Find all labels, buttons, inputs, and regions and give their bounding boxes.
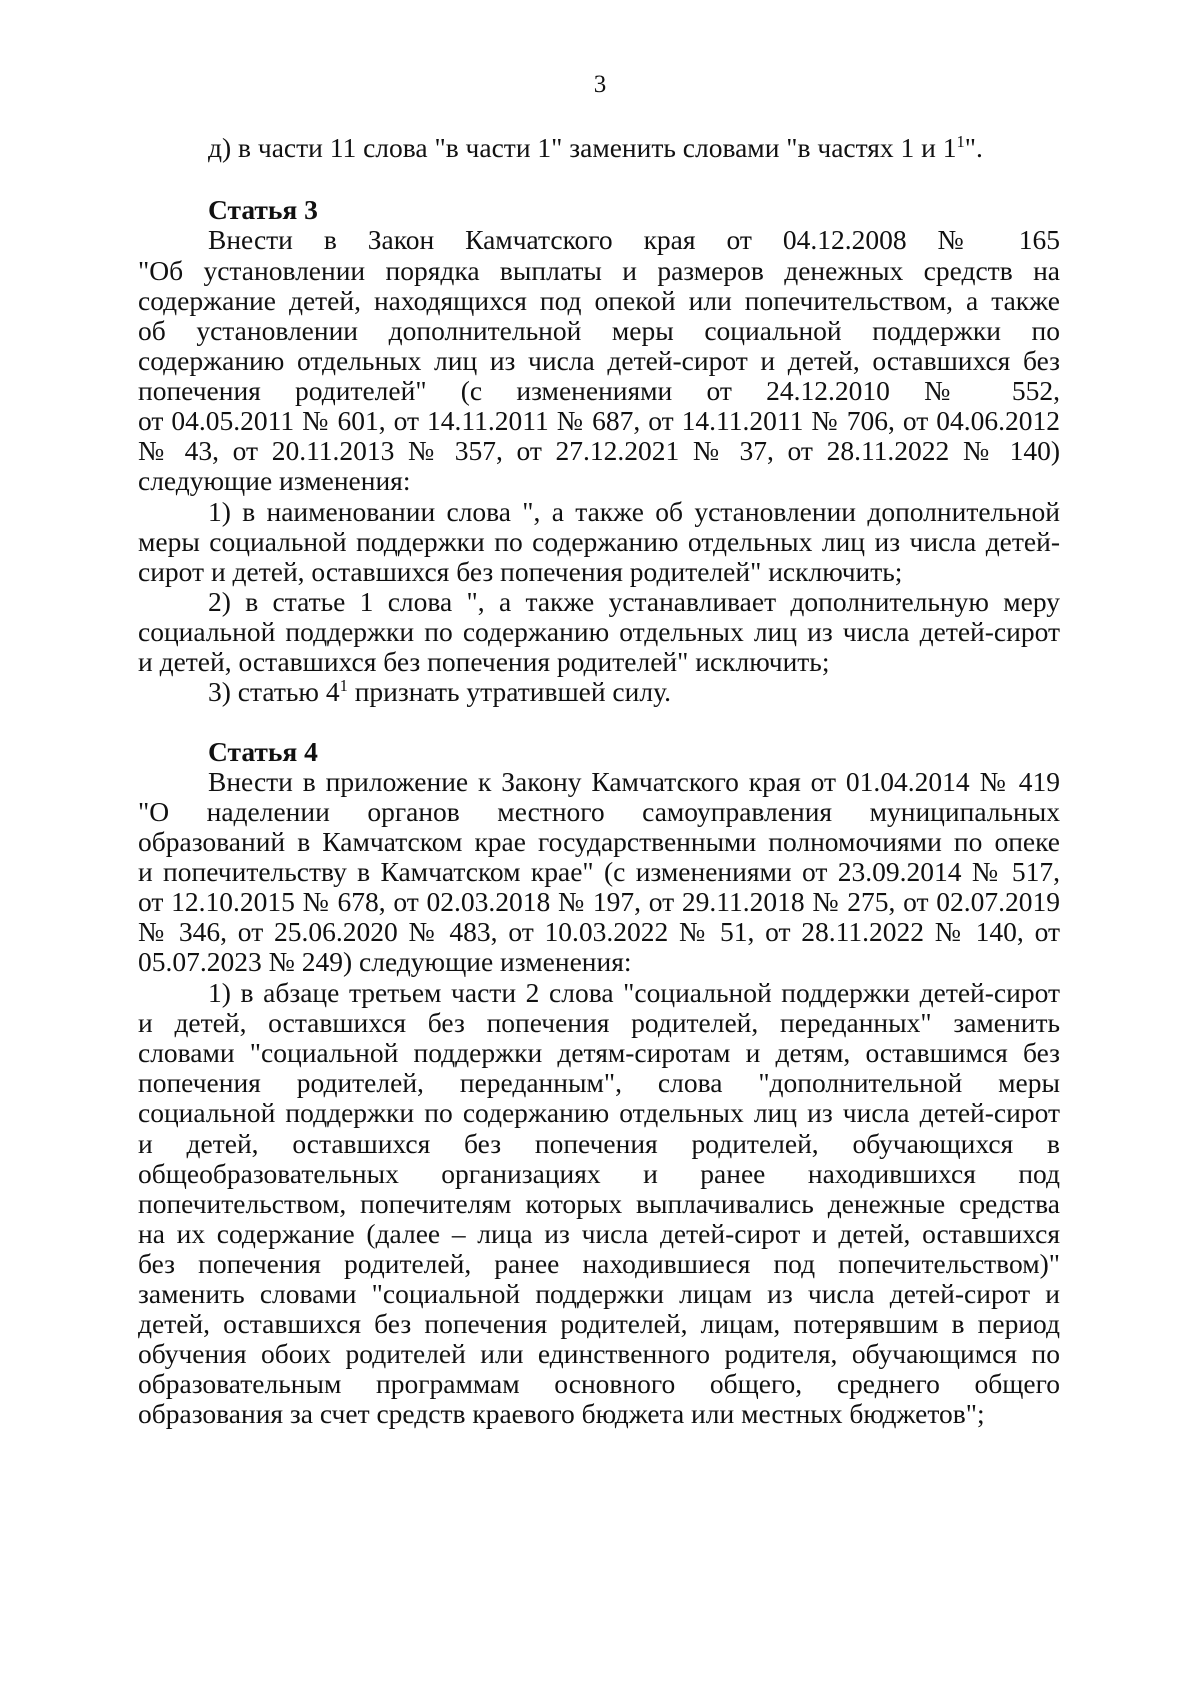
text-line: меры социальной поддержки по содержанию отдельных лиц из числа детей-	[138, 526, 1060, 557]
text-line: заменить словами "социальной поддержки лицам из числа детей-сирот и	[138, 1278, 1060, 1309]
text-line: и детей, оставшихся без попечения родителей, обучающихся в	[138, 1128, 1060, 1159]
text-line: "О наделении органов местного самоуправления муниципальных	[138, 796, 1060, 827]
text-line: образования за счет средств краевого бюджета или местных бюджетов";	[138, 1398, 985, 1429]
text-line: образовательным программам основного общего, среднего общего	[138, 1368, 1060, 1399]
text-line: социальной поддержки по содержанию отдельных лиц из числа детей-сирот	[138, 616, 1060, 647]
text-line: попечительством, попечителям которых выплачивались денежные средства	[138, 1188, 1060, 1219]
text-line: попечения родителей" (с изменениями от 24.12.2010 № 552,	[138, 375, 1060, 406]
page-number: 3	[593, 71, 607, 98]
text-line: "Об установлении порядка выплаты и размеров денежных средств на	[138, 255, 1060, 286]
text-line: № 346, от 25.06.2020 № 483, от 10.03.2022 № 51, от 28.11.2022 № 140, от	[138, 916, 1060, 947]
text-line: попечения родителей, переданным", слова "дополнительной меры	[138, 1067, 1060, 1098]
superscript: 1	[956, 131, 965, 151]
text-line: об установлении дополнительной меры социальной поддержки по	[138, 315, 1060, 346]
text-line: обучения обоих родителей или единственного родителя, обучающимся по	[138, 1338, 1060, 1369]
text-line: 1) в абзаце третьем части 2 слова "социальной поддержки детей-сирот	[208, 977, 1060, 1008]
text-line: содержанию отдельных лиц из числа детей-сирот и детей, оставшихся без	[138, 345, 1060, 376]
text-line: словами "социальной поддержки детям-сиротам и детям, оставшимся без	[138, 1037, 1060, 1068]
item-3-tail: признать утратившей силу.	[347, 676, 671, 707]
text-line: от 04.05.2011 № 601, от 14.11.2011 № 687, от 14.11.2011 № 706, от 04.06.2012	[138, 405, 1060, 436]
paragraph-d-tail: ".	[964, 132, 983, 163]
text-line: без попечения родителей, ранее находившиеся под попечительством)"	[138, 1248, 1060, 1279]
text-line: и детей, оставшихся без попечения родителей" исключить;	[138, 646, 830, 677]
text-line: 1) в наименовании слова ", а также об установлении дополнительной	[208, 496, 1060, 527]
paragraph-d	[208, 132, 1060, 164]
text-line: детей, оставшихся без попечения родителей, лицам, потерявшим в период	[138, 1308, 1060, 1339]
text-line: от 12.10.2015 № 678, от 02.03.2018 № 197, от 29.11.2018 № 275, от 02.07.2019	[138, 886, 1060, 917]
text-line: сирот и детей, оставшихся без попечения родителей" исключить;	[138, 556, 903, 587]
article-3-heading: Статья 3	[208, 194, 318, 225]
text-line: № 43, от 20.11.2013 № 357, от 27.12.2021 № 37, от 28.11.2022 № 140)	[138, 435, 1060, 466]
superscript: 1	[339, 675, 348, 695]
text-line: образований в Камчатском крае государственными полномочиями по опеке	[138, 826, 1060, 857]
text-line: 2) в статье 1 слова ", а также устанавливает дополнительную меру	[208, 586, 1060, 617]
text-line: общеобразовательных организациях и ранее находившихся под	[138, 1158, 1060, 1189]
text-line: на их содержание (далее – лица из числа детей-сирот и детей, оставшихся	[138, 1218, 1060, 1249]
article-4-heading: Статья 4	[208, 736, 318, 767]
text-line: Внести в приложение к Закону Камчатского края от 01.04.2014 № 419	[208, 766, 1060, 797]
text-line: содержание детей, находящихся под опекой или попечительством, а также	[138, 285, 1060, 316]
paragraph-d-text: д) в части 11 слова "в части 1" заменить словами "в частях 1 и 1	[208, 132, 957, 163]
text-line: 05.07.2023 № 249) следующие изменения:	[138, 946, 632, 977]
text-line: следующие изменения:	[138, 465, 411, 496]
article-3-item-3	[208, 676, 1060, 708]
item-3-text: 3) статью 4	[208, 676, 340, 707]
text-line: и попечительству в Камчатском крае" (с изменениями от 23.09.2014 № 517,	[138, 856, 1060, 887]
text-line: социальной поддержки по содержанию отдельных лиц из числа детей-сирот	[138, 1097, 1060, 1128]
text-line: Внести в Закон Камчатского края от 04.12.2008 № 165	[208, 224, 1060, 255]
text-line: и детей, оставшихся без попечения родителей, переданных" заменить	[138, 1007, 1060, 1038]
